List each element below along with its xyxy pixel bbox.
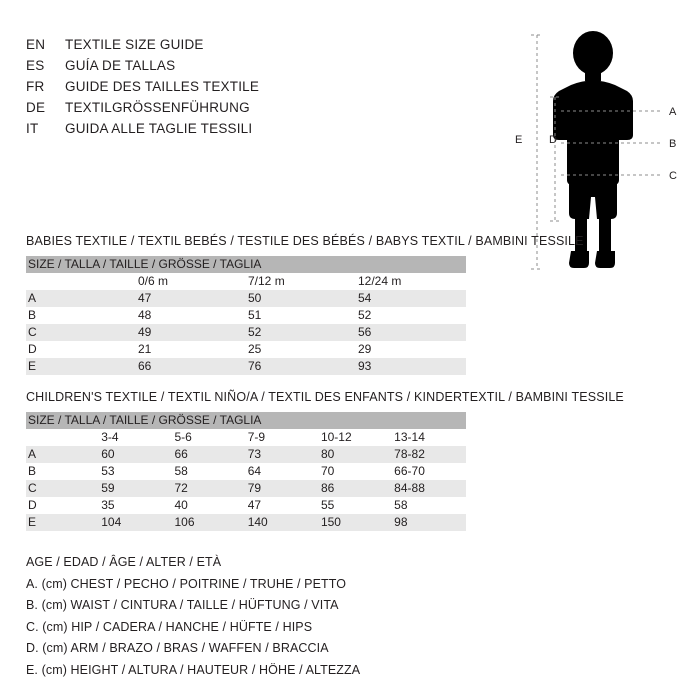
language-row-fr [26, 76, 486, 97]
children-a-3: 80 [319, 446, 392, 463]
babies-b-1: 51 [246, 307, 356, 324]
children-d-3: 55 [319, 497, 392, 514]
children-e-0: 104 [99, 514, 172, 531]
babies-row-label-c: C [26, 324, 136, 341]
legend-line-height: E. (cm) HEIGHT / ALTURA / HAUTEUR / HÖHE / ALTEZZA [26, 662, 361, 677]
language-title-list [26, 34, 486, 139]
children-size-row-spacer [26, 429, 99, 446]
babies-size-row-spacer [26, 273, 136, 290]
language-text-fr: GUIDE DES TAILLES TEXTILE [65, 79, 260, 94]
children-c-3: 86 [319, 480, 392, 497]
children-row-label-d: D [26, 497, 99, 514]
children-row-label-a: A [26, 446, 99, 463]
figure-label-e: E [515, 134, 523, 146]
language-code-en: EN [26, 37, 46, 52]
children-a-2: 73 [246, 446, 319, 463]
children-c-0: 59 [99, 480, 172, 497]
babies-row-label-a: A [26, 290, 136, 307]
table-row [26, 358, 466, 375]
children-b-3: 70 [319, 463, 392, 480]
legend-line-age: AGE / EDAD / ÂGE / ALTER / ETÀ [26, 555, 222, 569]
children-size-row [26, 429, 466, 446]
babies-row-label-d: D [26, 341, 136, 358]
legend-line-arm: D. (cm) ARM / BRAZO / BRAS / WAFFEN / BRACCIA [26, 641, 329, 655]
table-row [26, 307, 466, 324]
language-code-de: DE [26, 100, 46, 115]
children-d-0: 35 [99, 497, 172, 514]
babies-size-2: 12/24 m [356, 273, 466, 290]
children-d-4: 58 [392, 497, 466, 514]
figure-label-d: D [549, 134, 557, 146]
language-code-fr: FR [26, 79, 45, 94]
children-b-1: 58 [172, 463, 245, 480]
table-row [26, 446, 466, 463]
children-size-0: 3-4 [99, 429, 172, 446]
children-c-2: 79 [246, 480, 319, 497]
babies-d-0: 21 [136, 341, 246, 358]
children-d-2: 47 [246, 497, 319, 514]
table-row [26, 324, 466, 341]
babies-size-1: 7/12 m [246, 273, 356, 290]
babies-row-label-e: E [26, 358, 136, 375]
legend-line-hip: C. (cm) HIP / CADERA / HANCHE / HÜFTE / HIPS [26, 619, 313, 634]
table-row [26, 341, 466, 358]
babies-size-0: 0/6 m [136, 273, 246, 290]
figure-label-b: B [669, 138, 677, 150]
children-e-3: 150 [319, 514, 392, 531]
children-e-1: 106 [172, 514, 245, 531]
babies-e-2: 93 [356, 358, 466, 375]
language-text-de: TEXTILGRÖSSENFÜHRUNG [65, 100, 250, 115]
babies-b-2: 52 [356, 307, 466, 324]
babies-b-0: 48 [136, 307, 246, 324]
legend-line-chest: A. (cm) CHEST / PECHO / POITRINE / TRUHE / PETTO [26, 576, 347, 591]
language-code-it: IT [26, 121, 39, 136]
babies-size-table [26, 256, 466, 375]
babies-table-header-label: SIZE / TALLA / TAILLE / GRÖSSE / TAGLIA [26, 256, 466, 273]
babies-a-0: 47 [136, 290, 246, 307]
children-e-4: 98 [392, 514, 466, 531]
table-row [26, 290, 466, 307]
table-row [26, 514, 466, 531]
children-c-1: 72 [172, 480, 245, 497]
table-row [26, 497, 466, 514]
children-size-4: 13-14 [392, 429, 466, 446]
language-text-it: GUIDA ALLE TAGLIE TESSILI [65, 121, 253, 136]
babies-row-label-b: B [26, 307, 136, 324]
babies-size-row [26, 273, 466, 290]
language-row-es [26, 55, 486, 76]
children-b-2: 64 [246, 463, 319, 480]
babies-section-title: BABIES TEXTILE / TEXTIL BEBÉS / TESTILE DES BÉBÉS / BABYS TEXTIL / BAMBINI TESSILE [26, 234, 584, 248]
children-table-header-label: SIZE / TALLA / TAILLE / GRÖSSE / TAGLIA [26, 412, 466, 429]
children-a-1: 66 [172, 446, 245, 463]
figure-label-a: A [669, 106, 677, 118]
babies-table-header-row [26, 256, 466, 273]
children-c-4: 84-88 [392, 480, 466, 497]
language-text-es: GUÍA DE TALLAS [65, 58, 176, 73]
language-code-es: ES [26, 58, 45, 73]
babies-c-0: 49 [136, 324, 246, 341]
children-b-4: 66-70 [392, 463, 466, 480]
children-e-2: 140 [246, 514, 319, 531]
babies-c-2: 56 [356, 324, 466, 341]
children-row-label-c: C [26, 480, 99, 497]
figure-label-c: C [669, 170, 677, 182]
children-row-label-e: E [26, 514, 99, 531]
language-row-it [26, 118, 486, 139]
babies-e-0: 66 [136, 358, 246, 375]
children-table-header-row [26, 412, 466, 429]
language-row-de [26, 97, 486, 118]
measurement-legend [26, 552, 360, 681]
children-b-0: 53 [99, 463, 172, 480]
children-d-1: 40 [172, 497, 245, 514]
children-a-0: 60 [99, 446, 172, 463]
babies-a-2: 54 [356, 290, 466, 307]
children-a-4: 78-82 [392, 446, 466, 463]
children-size-2: 7-9 [246, 429, 319, 446]
children-row-label-b: B [26, 463, 99, 480]
children-size-table [26, 412, 466, 531]
babies-d-1: 25 [246, 341, 356, 358]
table-row [26, 480, 466, 497]
babies-a-1: 50 [246, 290, 356, 307]
children-section-title: CHILDREN'S TEXTILE / TEXTIL NIÑO/A / TEXTIL DES ENFANTS / KINDERTEXTIL / BAMBINI TESSILE [26, 390, 624, 404]
language-text-en: TEXTILE SIZE GUIDE [65, 37, 204, 52]
table-row [26, 463, 466, 480]
babies-c-1: 52 [246, 324, 356, 341]
legend-line-waist: B. (cm) WAIST / CINTURA / TAILLE / HÜFTUNG / VITA [26, 598, 339, 612]
children-size-3: 10-12 [319, 429, 392, 446]
children-size-1: 5-6 [172, 429, 245, 446]
language-row-en [26, 34, 486, 55]
babies-d-2: 29 [356, 341, 466, 358]
babies-e-1: 76 [246, 358, 356, 375]
